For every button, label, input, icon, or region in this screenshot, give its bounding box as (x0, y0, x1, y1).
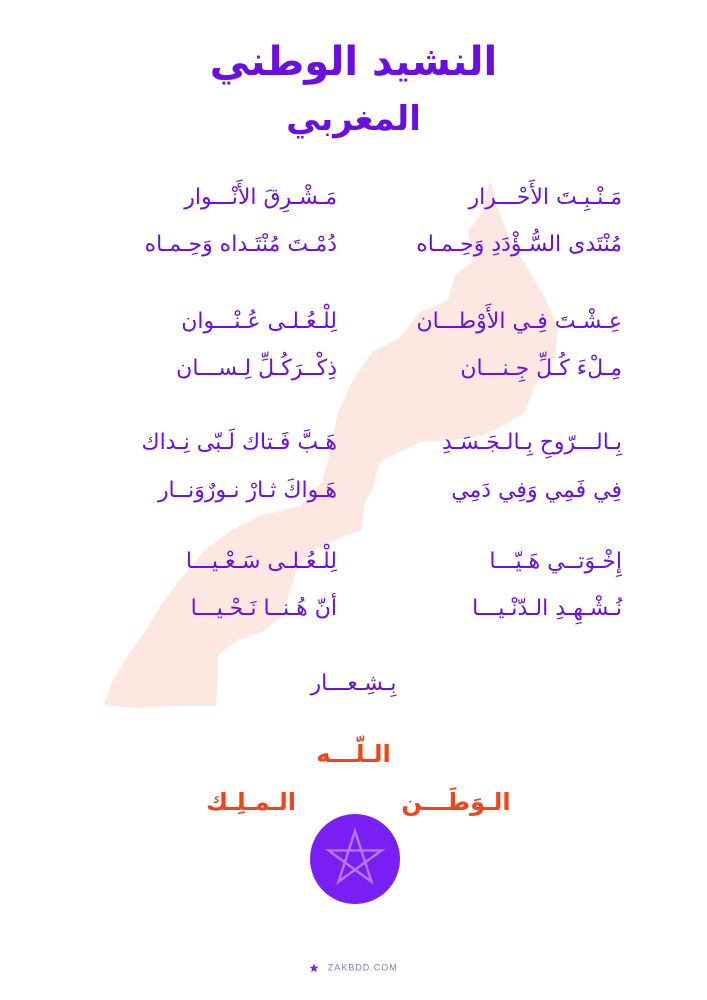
verse-line-1-left: مَـشْـرِقَ الأَنْـــوار (184, 185, 337, 210)
footer (0, 960, 707, 975)
anthem-title: النشيد الوطني (209, 39, 498, 85)
verse-line-2-right: مُنْتَدى السُّـؤْدَدِ وَحِـمـاه (416, 232, 622, 257)
slogan-malik: الـمـلِـك (205, 788, 297, 816)
verse-line-7-right: إِخْـوَتــي هَـيّـــا (489, 549, 622, 574)
slogan-intro: بِـشِـعـــار (310, 671, 397, 696)
verse-line-5-right: بِـالـــرّوحِ بِـالـجَـسَـدِ (442, 430, 622, 455)
verse-line-6-right: فِي فَمِي وَفِي دَمِي (451, 478, 622, 503)
verse-line-4-right: مِـلْءَ كُـلِّ جِـنـــان (460, 356, 622, 381)
star-icon (309, 963, 319, 973)
footer-website: ZAKBDD.COM (327, 962, 398, 973)
verse-line-5-left: هَـبَّ فَـتاك لَـبّى نِـداك (141, 430, 337, 455)
verse-line-8-left: أنّ هُـنــا نَـحْـيـــا (190, 596, 337, 621)
verse-line-3-right: عِـشْـتَ فِـي الأَوْطـــان (416, 309, 622, 334)
verse-line-1-right: مَـنْـبِـتَ الأَحْـــرار (468, 185, 622, 210)
slogan-watan: الـوَطَـــن (401, 788, 511, 816)
verse-line-7-left: لِلْـعُـلـى سَـعْـيـــا (185, 549, 337, 574)
pentagram-star-icon (310, 814, 400, 904)
verse-line-3-left: لِلْـعُـلـى عُـنْـــوان (181, 309, 337, 334)
verse-line-8-right: نُـشْـهِـدِ الـدّنْـيـــا (472, 596, 622, 621)
slogan-allah: الـلّـــه (316, 740, 391, 768)
anthem-subtitle: المغربي (286, 99, 421, 139)
verse-line-4-left: ذِكْــرَكُـلِّ لِـســـان (176, 356, 337, 381)
verse-line-6-left: هَـواكَ ثـارْ نـورٌوَنــار (157, 478, 337, 503)
verse-line-2-left: دُمْـتَ مُنْتَـداه وَحِـمـاه (144, 232, 337, 257)
